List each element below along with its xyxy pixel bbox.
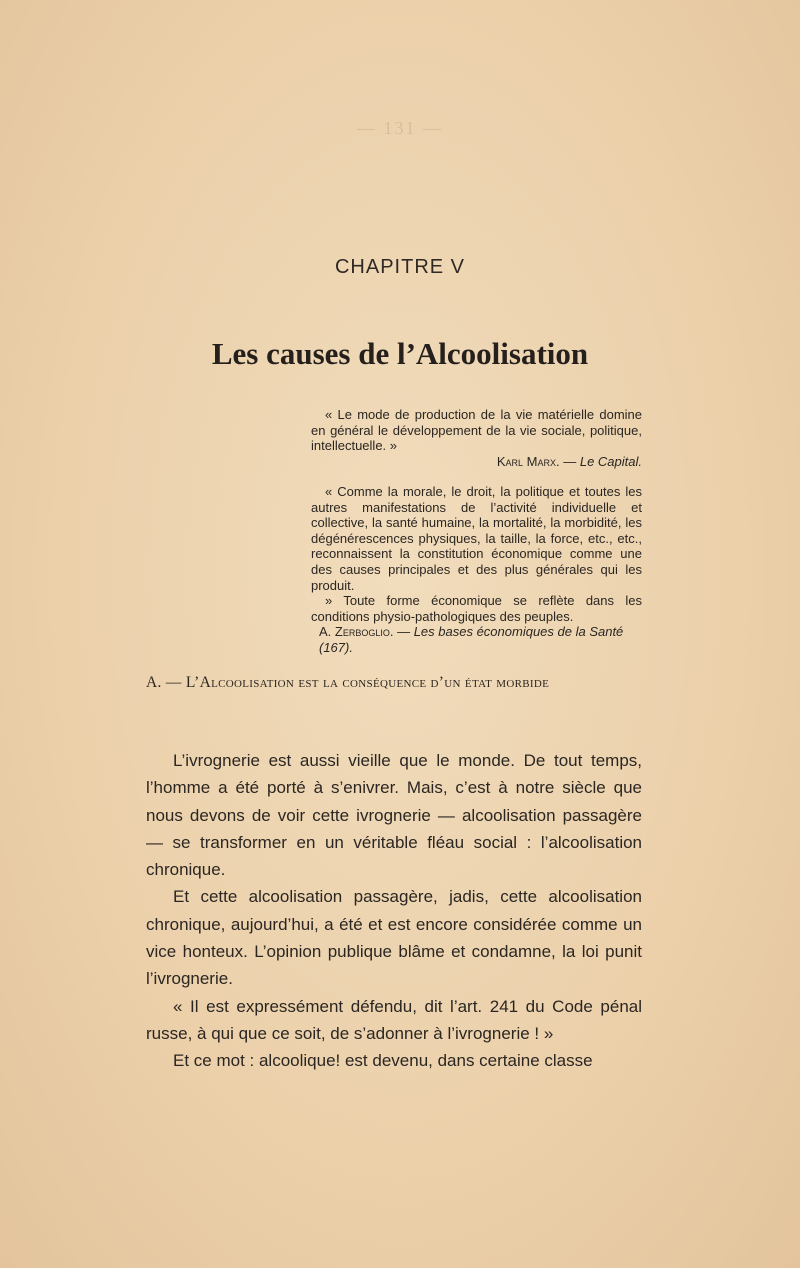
epigraph-author: A. Zerboglio. [319,624,394,640]
epigraph-quote-continued: » Toute forme économique se reflète dans les conditions physio-pathologiques des peuples. [311,593,642,624]
body-text [146,747,642,1075]
epigraph-work: Les bases économiques de la Santé (167). [319,624,624,655]
paragraph: Et ce mot : alcoolique! est devenu, dans certaine classe [173,1051,593,1071]
section-heading [146,674,646,692]
epigraph-zerboglio [311,484,642,656]
epigraph-marx [311,407,642,469]
epigraph-work: Le Capital. [579,453,642,469]
epigraph-separator: — [393,624,414,640]
page-number: — 131 — [357,118,443,138]
paragraph: L’ivrognerie est aussi vieille que le monde. De tout temps, l’homme a été porté à s’enivrer. Mais, c’est à notre siècle que nous devons de voir cette ivrognerie — alcoolisation passagère — se transformer en un véritable fléau social : l’alcoolisation chronique. [146,751,642,880]
epigraph-source [311,454,642,470]
chapter-title: Les causes de l’Alcoolisation [211,336,589,371]
paragraph: Et cette alcoolisation passagère, jadis, cette alcoolisation chronique, aujourd’hui, a été et est encore considérée comme un vice honteux. L’opinion publique blâme et condamne, la loi punit l’ivrognerie. [146,887,642,989]
epigraph-quote: « Le mode de production de la vie matérielle domine en général le développement de la vie sociale, politique, intellectuelle. » [311,407,642,454]
paragraph: « Il est expressément défendu, dit l’art. 241 du Code pénal russe, à qui que ce soit, de s’adonner à l’ivrognerie ! » [146,996,642,1043]
epigraph-author: Karl Marx. [496,453,560,469]
section-letter: A. — [146,674,186,691]
epigraph-separator: — [559,453,580,469]
epigraph-source [311,624,642,655]
section-title: L’Alcoolisation est la conséquence d’un état morbide [185,674,550,691]
epigraph-quote: « Comme la morale, le droit, la politique et toutes les autres manifestations de l’activité individuelle et collective, la santé humaine, la mortalité, la morbidité, les dégénérescences physiques, la taille, la force, etc., etc., reconnaissent la constitution économique comme une des causes principales et des plus générales qui les produit. [311,484,642,593]
chapter-heading: CHAPITRE V [334,256,466,278]
